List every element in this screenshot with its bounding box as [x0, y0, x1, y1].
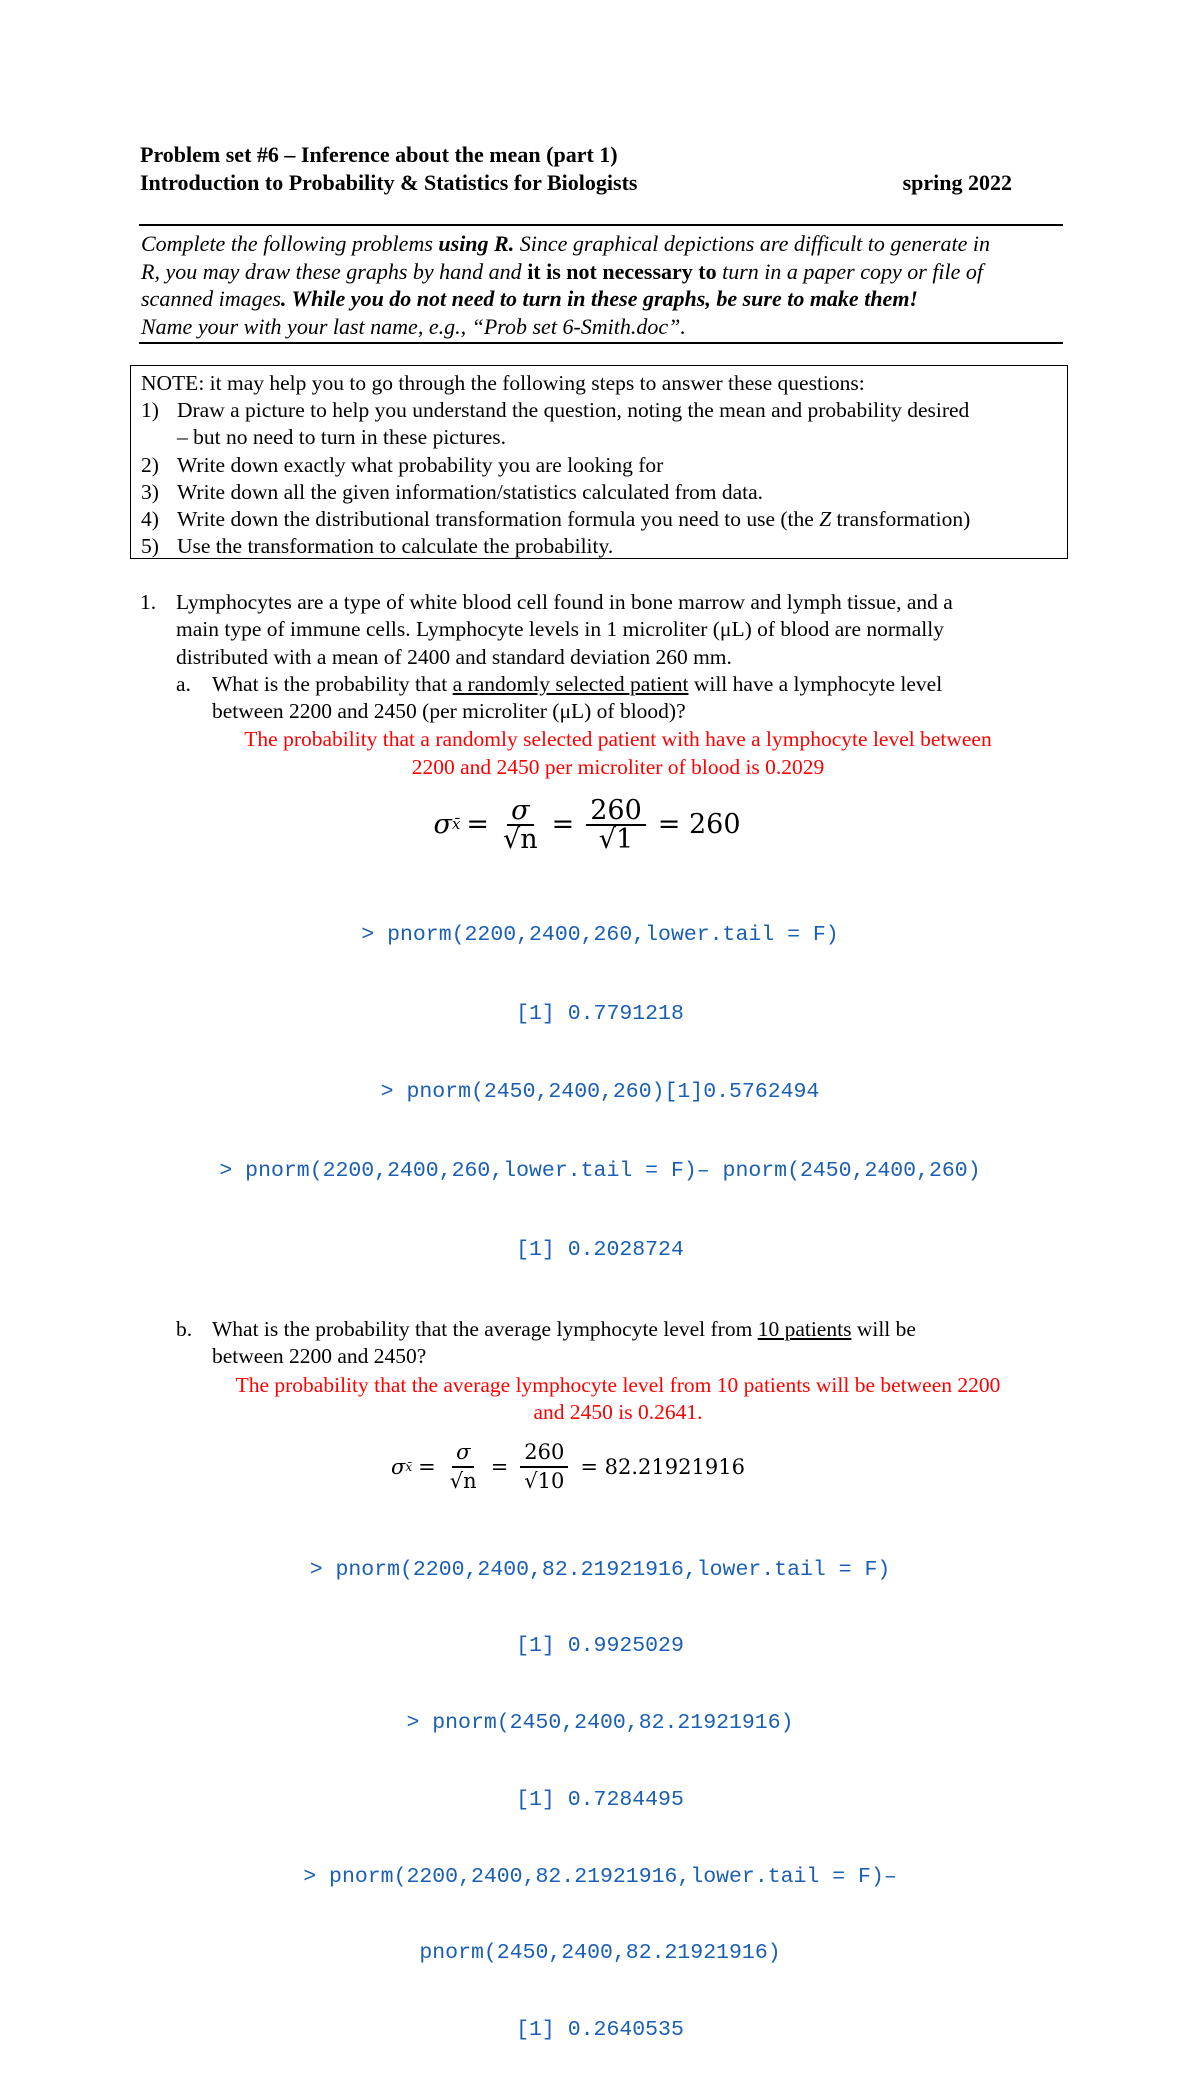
code-line: > pnorm(2200,2400,82.21921916,lower.tail = F)–	[303, 1864, 897, 1889]
step-text: Write down all the given information/statistics calculated from data.	[177, 479, 764, 504]
problem-set-title: Problem set #6 – Inference about the mean (part 1)	[140, 142, 618, 167]
instr-text: Complete the following problems	[141, 231, 439, 256]
question-text: will be	[851, 1317, 916, 1342]
code-line: > pnorm(2200,2400,260,lower.tail = F)– pnorm(2450,2400,260)	[219, 1159, 981, 1184]
question-1b	[176, 1316, 1060, 1371]
code-line: [1] 0.7791218	[516, 1001, 684, 1026]
formula-denominator: √1	[598, 824, 634, 856]
formula-fraction	[520, 1439, 568, 1496]
formula-denominator: √10	[524, 1469, 565, 1494]
subquestion-letter: b.	[176, 1317, 193, 1342]
note-intro: NOTE: it may help you to go through the following steps to answer these questions:	[141, 371, 865, 395]
note-step	[141, 506, 1057, 533]
formula-equals: =	[551, 809, 575, 841]
question-text: What is the probability that the average lymphocyte level from	[212, 1317, 758, 1342]
question-text: main type of immune cells. Lymphocyte levels in 1 microliter (μL) of blood are normally	[176, 617, 945, 642]
formula-numerator: σ	[452, 1439, 474, 1468]
code-line: > pnorm(2450,2400,82.21921916)	[406, 1711, 794, 1736]
note-step	[141, 452, 1057, 479]
step-text: transformation)	[831, 507, 971, 532]
answer-text: The probability that a randomly selected patient with have a lymphocyte level between	[244, 727, 992, 752]
formula-1b	[82, 1434, 1060, 1500]
formula-numerator: 260	[520, 1439, 568, 1468]
formula-equals: =	[466, 809, 489, 841]
question-number: 1.	[140, 590, 157, 614]
formula-subscript: x̄	[451, 815, 461, 834]
r-code-1b	[140, 1506, 1060, 2095]
step-text: – but no need to turn in these pictures.	[177, 425, 506, 450]
formula-subscript: x̄	[405, 1459, 413, 1474]
instr-text: scanned images	[141, 286, 281, 311]
formula-result: = 260	[657, 809, 741, 841]
question-1	[140, 589, 1060, 2095]
answer-text: and 2450 is 0.2641.	[533, 1400, 703, 1425]
question-text: distributed with a mean of 2400 and standard deviation 260 mm.	[176, 644, 732, 669]
instr-naming: Name your with your last name, e.g., “Prob set 6-Smith.doc”.	[141, 313, 686, 339]
question-text: will have a lymphocyte level	[688, 671, 943, 696]
instr-text: R, you may draw these graphs by hand and	[141, 258, 528, 284]
question-text-underlined: a randomly selected patient	[452, 671, 689, 696]
code-line: > pnorm(2450,2400,260)[1]0.5762494	[380, 1080, 820, 1105]
code-line: [1] 0.2028724	[516, 1238, 684, 1263]
formula-numerator: σ	[507, 797, 533, 826]
step-number: 2)	[141, 452, 159, 477]
code-line: > pnorm(2200,2400,82.21921916,lower.tail = F)	[309, 1557, 891, 1582]
instr-text: turn in a paper copy or file of	[716, 258, 984, 284]
r-code-1a	[140, 869, 1060, 1316]
step-number: 1)	[141, 398, 159, 423]
formula-equals: =	[490, 1454, 509, 1479]
instructions-block	[139, 224, 1063, 344]
code-line: > pnorm(2200,2400,260,lower.tail = F)	[361, 922, 839, 947]
step-text-italic: Z	[819, 507, 832, 532]
course-name: Introduction to Probability & Statistics for Biologists	[140, 170, 638, 195]
step-text: Write down the distributional transformation formula you need to use (the	[177, 507, 820, 532]
header	[140, 141, 1012, 197]
step-number: 4)	[141, 507, 159, 532]
code-line: [1] 0.7284495	[516, 1787, 684, 1812]
note-step	[141, 397, 1057, 451]
formula-fraction	[448, 1439, 479, 1496]
answer-1b	[176, 1372, 1060, 1427]
answer-text: The probability that the average lymphocyte level from 10 patients will be between 2200	[235, 1372, 1001, 1397]
instr-emphasis: it is not necessary to	[527, 258, 717, 284]
question-text: between 2200 and 2450?	[212, 1344, 427, 1369]
question-text: between 2200 and 2450 (per microliter (μL) of blood)?	[212, 699, 686, 724]
note-step	[141, 533, 1057, 560]
note-box	[130, 365, 1068, 559]
question-1a	[176, 671, 1060, 726]
formula-result: = 82.21921916	[580, 1454, 745, 1479]
formula-denominator: √n	[503, 824, 538, 856]
step-text: Use the transformation to calculate the probability.	[177, 534, 614, 559]
instr-emphasis: . While you do not need to turn in these graphs, be sure to make them!	[280, 286, 918, 311]
formula-equals: =	[418, 1454, 436, 1479]
formula-1a	[120, 785, 1060, 865]
answer-text: 2200 and 2450 per microliter of blood is 0.2029	[411, 754, 825, 779]
step-number: 3)	[141, 479, 159, 504]
formula-fraction	[501, 794, 540, 856]
code-line: pnorm(2450,2400,82.21921916)	[419, 1941, 781, 1966]
instr-text: Since graphical depictions are difficult to generate in	[514, 231, 990, 256]
term: spring 2022	[902, 170, 1012, 195]
formula-sigma: σ	[433, 809, 452, 841]
instr-emphasis: using R.	[438, 231, 515, 256]
question-text: Lymphocytes are a type of white blood cell found in bone marrow and lymph tissue, and a	[176, 590, 953, 614]
step-text: Draw a picture to help you understand the question, noting the mean and probability desired	[177, 398, 970, 423]
answer-1a	[176, 726, 1060, 781]
code-line: [1] 0.9925029	[516, 1634, 684, 1659]
formula-numerator: 260	[586, 797, 646, 826]
note-step	[141, 479, 1057, 506]
question-text-underlined: 10 patients	[757, 1317, 852, 1342]
formula-denominator: √n	[449, 1469, 477, 1494]
code-line: [1] 0.2640535	[516, 2018, 684, 2043]
subquestion-letter: a.	[176, 671, 191, 696]
step-text: Write down exactly what probability you are looking for	[177, 452, 664, 477]
step-number: 5)	[141, 534, 159, 559]
formula-sigma: σ	[391, 1454, 406, 1479]
question-text: What is the probability that	[212, 671, 453, 696]
formula-fraction	[586, 794, 646, 856]
